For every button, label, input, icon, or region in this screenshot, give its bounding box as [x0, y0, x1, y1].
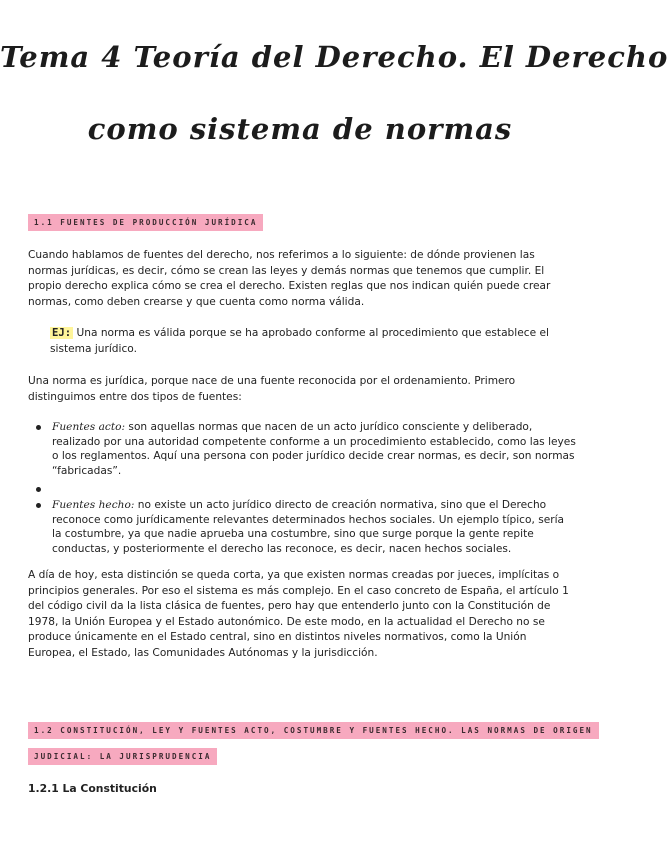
- list-item-term: Fuentes hecho:: [52, 499, 135, 511]
- page-title-line-2: como sistema de normas: [87, 112, 513, 146]
- list-item-text: no existe un acto jurídico directo de creación normativa, sino que el Derecho reconoce como jurídicamente relevantes determinados hechos sociales. Un ejemplo típico, sería la costumbre, ya que nadie aprueba una costumbre, sino que surge porque la gente repite conductas, y posteriormente el derecho las reconoce, es decir, nacen hechos sociales.: [52, 499, 565, 555]
- bullet-icon: [36, 425, 41, 430]
- intro-paragraph: Cuando hablamos de fuentes del derecho, nos referimos a lo siguiente: de dónde provienen las normas jurídicas, es decir, cómo se crean las leyes y demás normas que tenemos que cumplir. El propio derecho explica cómo se crea el derecho. Existen reglas que nos indican quién puede crear normas, como deben crearse y que cuenta como norma válida.: [28, 249, 551, 308]
- section-heading-1-2-line-2: JUDICIAL: LA JURISPRUDENCIA: [28, 748, 217, 765]
- page-title-line-1: Tema 4 Teoría del Derecho. El Derecho: [0, 40, 668, 74]
- section-heading-1-1: 1.1 FUENTES DE PRODUCCIÓN JURÍDICA: [28, 214, 263, 231]
- section-heading-1-2-line-1: 1.2 CONSTITUCIÓN, LEY Y FUENTES ACTO, COSTUMBRE Y FUENTES HECHO. LAS NORMAS DE ORIGEN: [28, 722, 599, 739]
- types-intro-paragraph: Una norma es jurídica, porque nace de una fuente reconocida por el ordenamiento. Primero distinguimos entre dos tipos de fuentes:: [28, 375, 516, 403]
- bullet-icon: [36, 487, 41, 492]
- bullet-icon: [36, 503, 41, 508]
- list-item: [36, 420, 576, 478]
- example-block: [50, 326, 570, 357]
- list-item-term: Fuentes acto:: [52, 421, 126, 433]
- example-tag: EJ:: [52, 327, 72, 339]
- example-text: Una norma es válida porque se ha aprobado conforme al procedimiento que establece el sistema jurídico.: [50, 327, 549, 355]
- list-item-text: son aquellas normas que nacen de un acto jurídico consciente y deliberado, realizado por una autoridad competente conforme a un procedimiento establecido, como las leyes o los reglamentos. Aquí una persona con poder jurídico decide crear normas, es decir, son normas “fabricadas”.: [52, 421, 576, 477]
- closing-paragraph: A día de hoy, esta distinción se queda corta, ya que existen normas creadas por jueces, implícitas o principios generales. Por eso el sistema es más complejo. En el caso concreto de España, el artículo 1 del código civil da la lista clásica de fuentes, pero hay que entenderlo junto con la Constitución de 1978, la Unión Europea y el Estado autonómico. De este modo, en la actualidad el Derecho no se produce únicamente en el Estado central, sino en distintos niveles normativos, como la Unión Europea, el Estado, las Comunidades Autónomas y la jurisdicción.: [28, 569, 569, 659]
- subsection-heading: 1.2.1 La Constitución: [28, 782, 157, 795]
- list-item: [36, 498, 576, 556]
